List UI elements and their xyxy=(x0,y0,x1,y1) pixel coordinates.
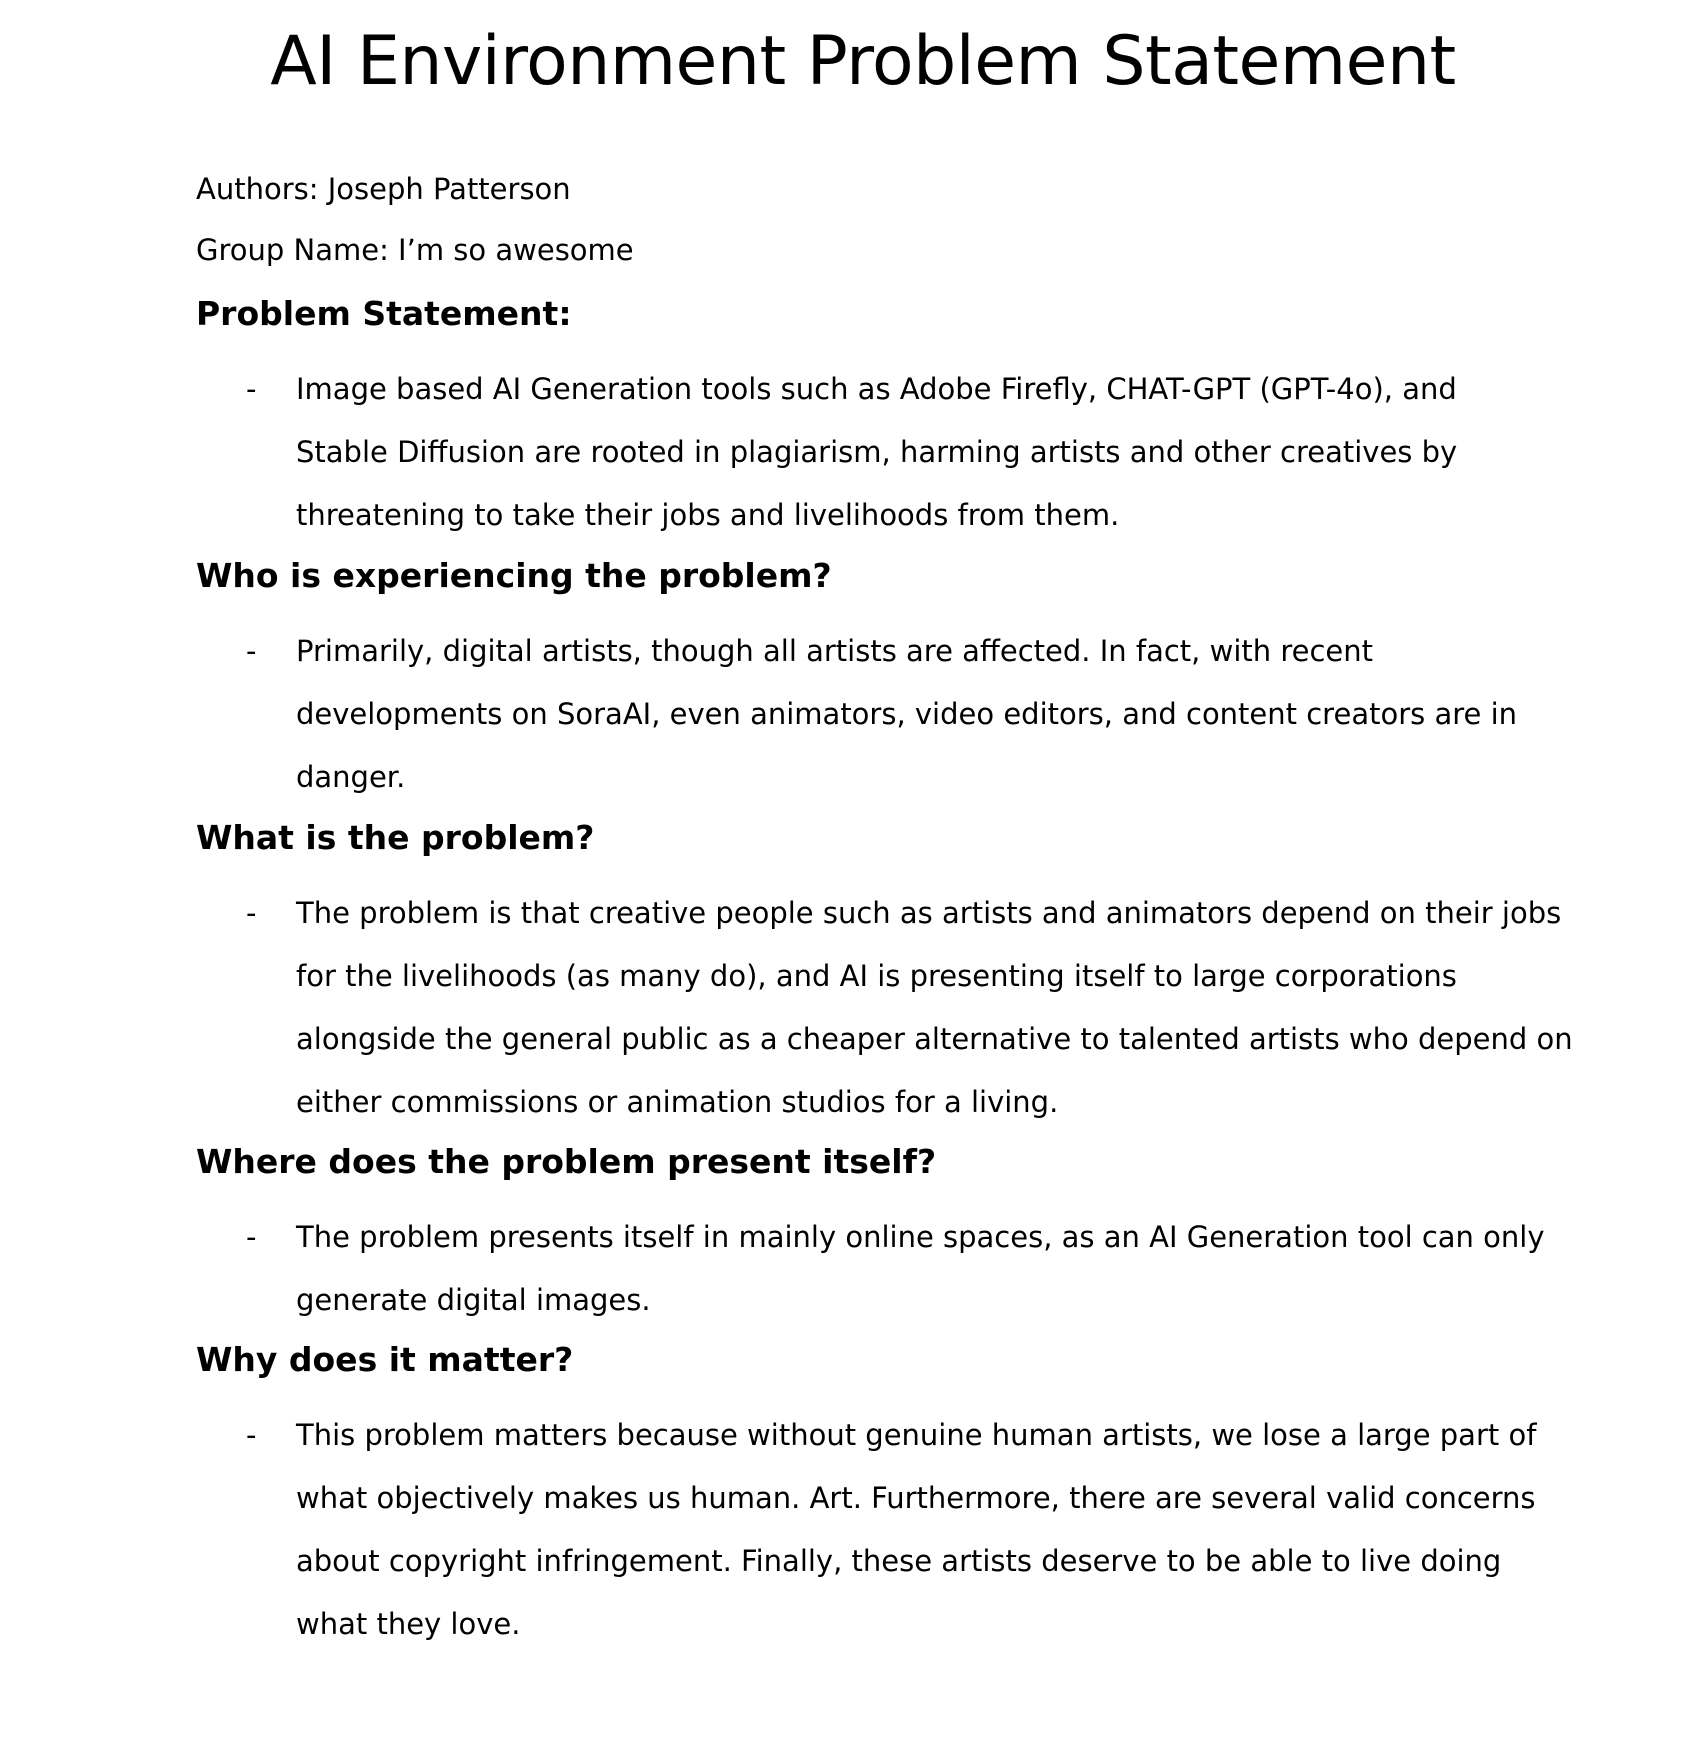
bullet-line: about copyright infringement. Finally, these artists deserve to be able to live doing xyxy=(296,1544,1502,1578)
bullet-dash: - xyxy=(246,1220,257,1254)
bullet-line: what they love. xyxy=(296,1607,521,1641)
bullet-text xyxy=(296,358,1596,547)
bullet-line: This problem matters because without genuine human artists, we lose a large part of xyxy=(296,1418,1537,1452)
bullet-line: Stable Diffusion are rooted in plagiarism, harming artists and other creatives by xyxy=(296,435,1458,469)
bullet-problem-statement xyxy=(196,358,1536,547)
group-name-line: Group Name: I’m so awesome xyxy=(196,233,634,267)
bullet-dash: - xyxy=(246,634,257,668)
bullet-what xyxy=(196,882,1573,1134)
document-title: AI Environment Problem Statement xyxy=(270,22,1456,101)
bullet-line: for the livelihoods (as many do), and AI is presenting itself to large corporations xyxy=(296,959,1457,993)
authors-line: Authors: Joseph Patterson xyxy=(196,172,571,206)
bullet-line: Primarily, digital artists, though all artists are affected. In fact, with recent xyxy=(296,634,1374,668)
section-heading-who: Who is experiencing the problem? xyxy=(196,556,832,595)
bullet-text xyxy=(296,620,1596,809)
bullet-dash: - xyxy=(246,372,257,406)
bullet-line: generate digital images. xyxy=(296,1283,651,1317)
bullet-where xyxy=(196,1206,1545,1332)
section-heading-problem-statement: Problem Statement: xyxy=(196,294,572,333)
bullet-line: alongside the general public as a cheaper alternative to talented artists who depend on xyxy=(296,1022,1573,1056)
bullet-why xyxy=(196,1404,1536,1656)
bullet-text xyxy=(296,882,1596,1134)
bullet-line: either commissions or animation studios for a living. xyxy=(296,1085,1059,1119)
bullet-line: danger. xyxy=(296,760,406,794)
bullet-line: The problem presents itself in mainly online spaces, as an AI Generation tool can only xyxy=(296,1220,1545,1254)
section-heading-what: What is the problem? xyxy=(196,818,595,857)
section-heading-where: Where does the problem present itself? xyxy=(196,1142,937,1181)
section-heading-why: Why does it matter? xyxy=(196,1340,574,1379)
bullet-line: threatening to take their jobs and livelihoods from them. xyxy=(296,498,1120,532)
bullet-who xyxy=(196,620,1536,809)
bullet-line: what objectively makes us human. Art. Furthermore, there are several valid concerns xyxy=(296,1481,1536,1515)
bullet-line: developments on SoraAI, even animators, video editors, and content creators are in xyxy=(296,697,1518,731)
bullet-line: The problem is that creative people such as artists and animators depend on their jobs xyxy=(296,896,1562,930)
bullet-text xyxy=(296,1404,1596,1656)
bullet-text xyxy=(296,1206,1596,1332)
bullet-dash: - xyxy=(246,896,257,930)
bullet-line: Image based AI Generation tools such as Adobe Firefly, CHAT-GPT (GPT-4o), and xyxy=(296,372,1457,406)
bullet-dash: - xyxy=(246,1418,257,1452)
